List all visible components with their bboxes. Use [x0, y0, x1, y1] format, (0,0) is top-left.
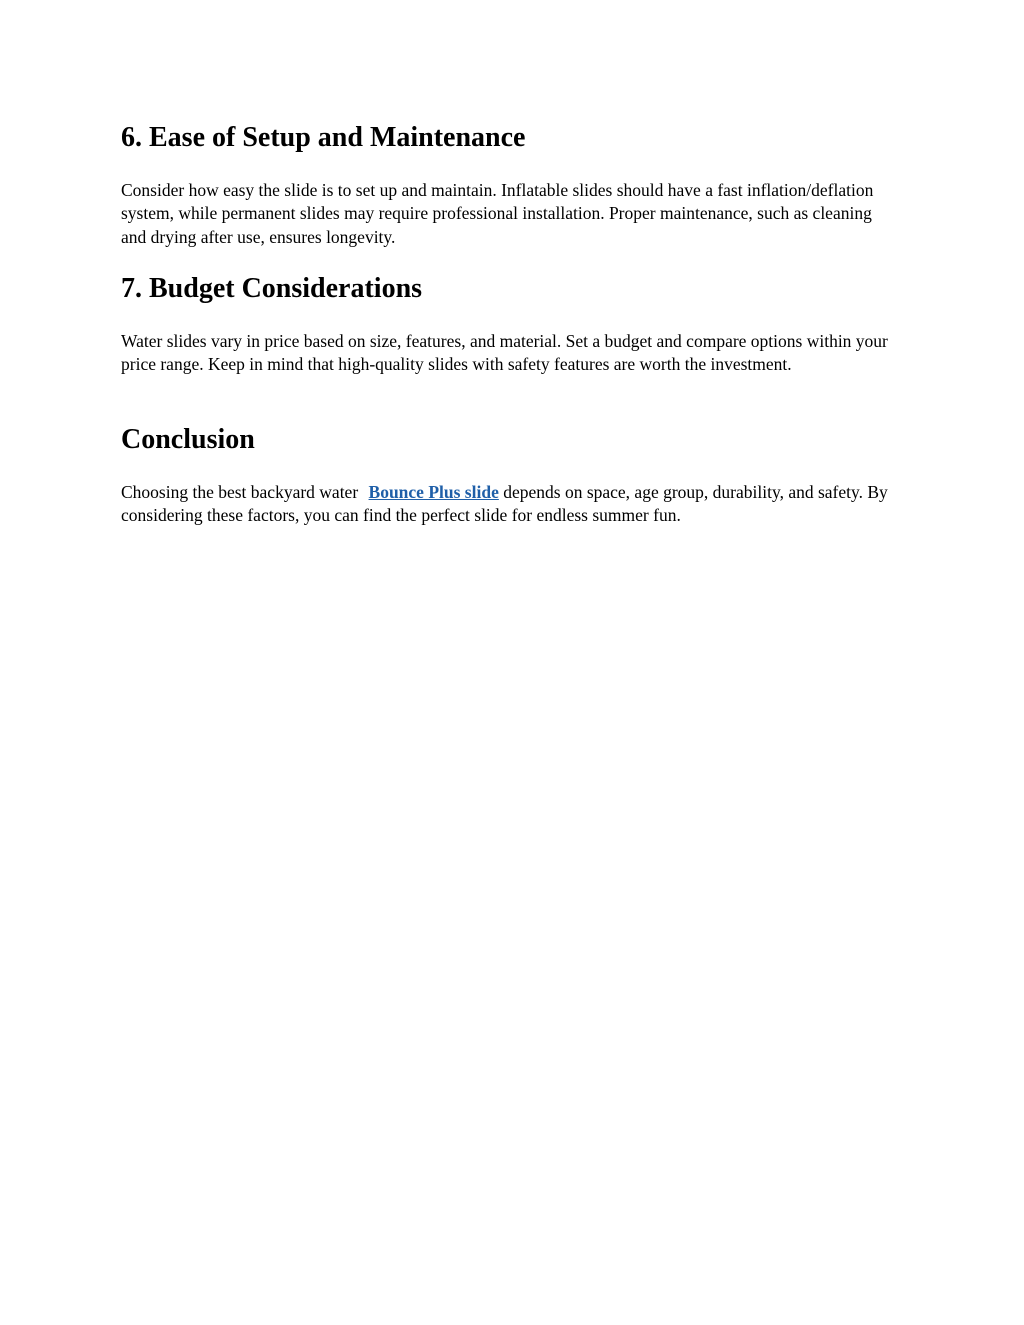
section-paragraph: Consider how easy the slide is to set up and maintain. Inflatable slides should have a fast inflation/deflation system, while permanent slides may require professional installation. Proper maintenance, such as cleaning and drying after use, ensures longevity.	[121, 180, 874, 247]
section-heading: 6. Ease of Setup and Maintenance	[121, 122, 526, 153]
section-conclusion	[121, 423, 901, 528]
bounce-plus-slide-link[interactable]: Bounce Plus slide	[368, 482, 499, 502]
section-paragraph	[121, 481, 901, 528]
section-budget	[121, 272, 901, 377]
section-ease-of-setup	[121, 121, 901, 249]
section-heading: 7. Budget Considerations	[121, 273, 423, 304]
section-paragraph: Water slides vary in price based on size, features, and material. Set a budget and compare options within your price range. Keep in mind that high-quality slides with safety features are worth the investment.	[121, 331, 888, 375]
paragraph-text-after-link: depends on space, age group, durability, and safety. By considering these factors, you can find the perfect slide for endless summer fun.	[121, 482, 888, 526]
paragraph-text-before-link: Choosing the best backyard water	[121, 482, 359, 502]
section-heading: Conclusion	[121, 424, 255, 455]
